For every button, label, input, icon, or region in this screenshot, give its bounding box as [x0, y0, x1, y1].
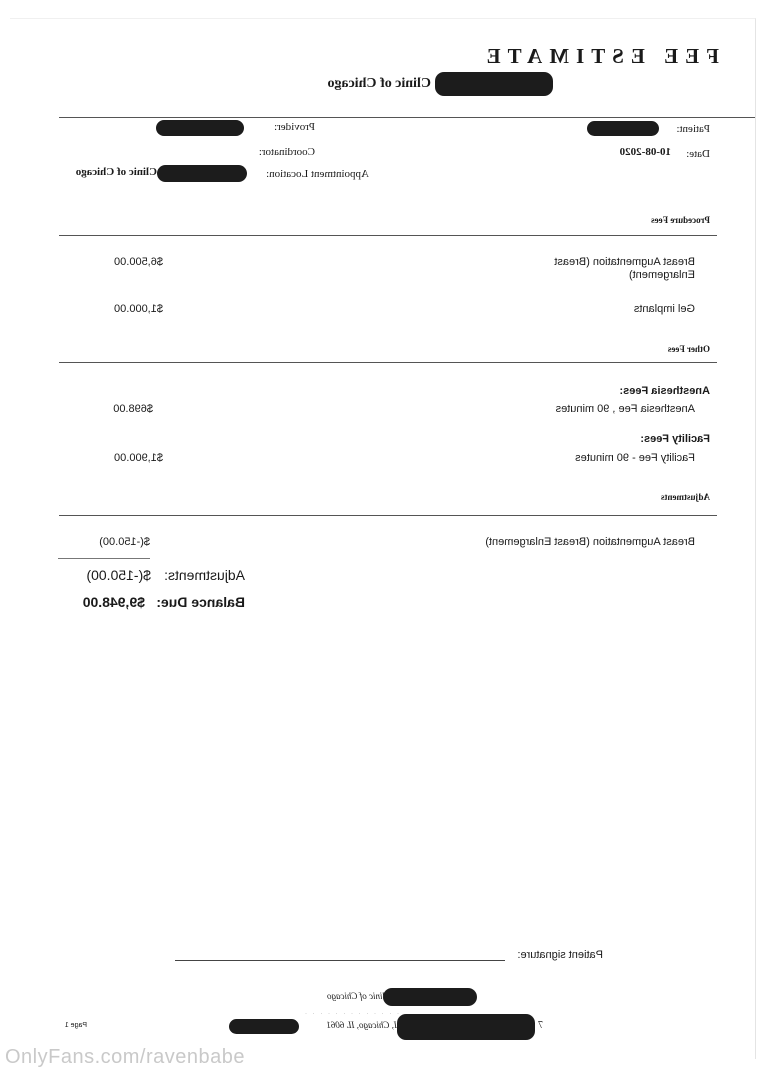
procedure-item-2-amount: $1,000.00: [114, 303, 163, 315]
coordinator-label: Coordinator:: [258, 146, 315, 158]
anesthesia-heading: Anesthesia Fees:: [619, 385, 710, 397]
total-adjustments-value: $(-150.00): [86, 567, 151, 583]
other-fees-heading: Other Fees: [667, 344, 710, 354]
procedure-item-1-amount: $6,500.00: [114, 256, 163, 268]
page-number: Page 1: [64, 1022, 87, 1029]
footer-dots: · · · · · · · · · · · · ·: [303, 1011, 399, 1017]
clinic-name: Clinic of Chicago: [327, 76, 431, 91]
document-title: FEE ESTIMATE: [479, 44, 719, 68]
balance-due-label: Balance Due:: [156, 594, 245, 610]
anesthesia-item: Anesthesia Fee , 90 minutes: [555, 403, 695, 415]
redaction-provider-name: [156, 120, 244, 136]
date-value: 10-08-2020: [619, 146, 671, 158]
signature-line: [175, 960, 505, 961]
facility-heading: Facility Fees:: [640, 433, 710, 445]
redaction-footer-name: [229, 1019, 299, 1034]
redaction-footer-clinic: [383, 988, 477, 1006]
anesthesia-amount: $698.00: [113, 403, 153, 415]
procedure-fees-divider: [59, 235, 717, 236]
patient-label: Patient:: [676, 123, 710, 135]
facility-item: Facility Fee - 90 minutes: [575, 452, 695, 464]
header-divider: [59, 117, 755, 118]
other-fees-divider: [59, 362, 717, 363]
watermark: OnlyFans.com/ravenbabe: [5, 1046, 246, 1068]
footer-clinic: linic of Chicago: [327, 991, 385, 1001]
adjustments-heading: Adjustments: [660, 492, 710, 502]
adjustments-divider: [59, 515, 717, 516]
footer-address-prefix: 7: [538, 1020, 543, 1031]
footer-address: I, Chicago, IL 6061: [326, 1020, 397, 1030]
redaction-location: [157, 165, 247, 182]
procedure-item-1-line1: Breast Augmentation (Breast: [554, 256, 695, 268]
provider-label: Provider:: [274, 121, 315, 133]
location-label: Appointment Location:: [266, 168, 369, 180]
location-value: Clinic of Chicago: [75, 166, 157, 178]
procedure-item-1-line2: Enlargement): [628, 269, 695, 281]
redaction-patient-name: [587, 121, 659, 136]
facility-amount: $1,900.00: [114, 452, 163, 464]
redaction-footer-address: [397, 1014, 535, 1040]
subtotal-line: [58, 558, 150, 559]
procedure-item-2-name: Gel implants: [633, 303, 695, 315]
date-label: Date:: [686, 148, 710, 160]
signature-label: Patient signature:: [517, 949, 603, 961]
balance-due-value: $9,948.00: [82, 594, 145, 610]
redaction-clinic-name: [435, 72, 553, 96]
adjustment-item: Breast Augmentation (Breast Enlargement): [485, 536, 695, 548]
adjustment-amount: $(-150.00): [99, 536, 150, 548]
total-adjustments-label: Adjustments:: [164, 567, 245, 583]
procedure-fees-heading: Procedure Fees: [651, 215, 710, 225]
